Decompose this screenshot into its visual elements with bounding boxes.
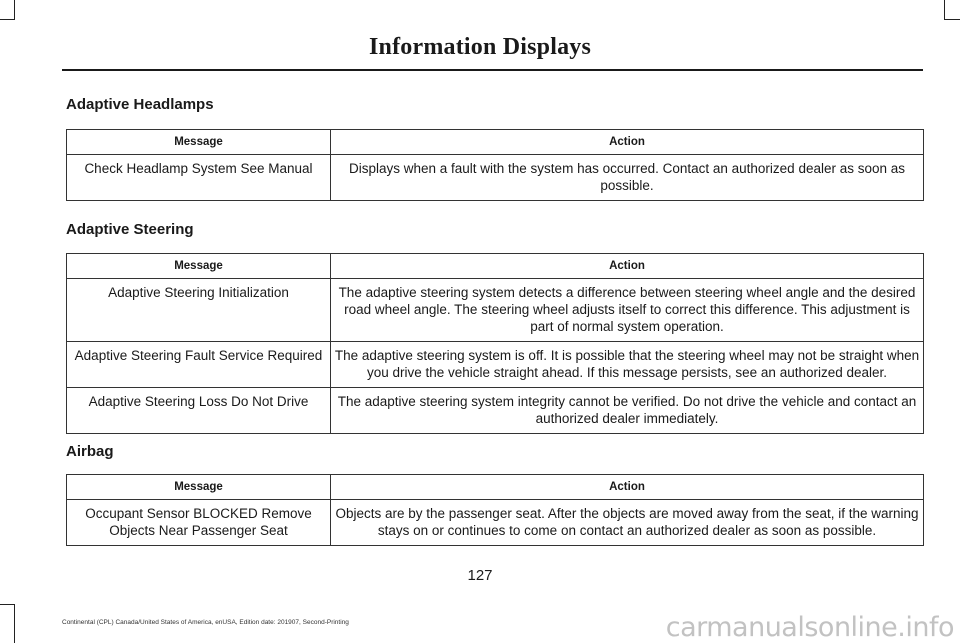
action-cell: Displays when a fault with the system has occurred. Contact an authorized dealer as soon as possible. bbox=[331, 155, 924, 201]
action-cell: The adaptive steering system integrity cannot be verified. Do not drive the vehicle and contact an authorized dealer immediately. bbox=[331, 388, 924, 434]
table-row bbox=[67, 500, 924, 546]
crop-mark bbox=[0, 604, 14, 605]
message-cell: Adaptive Steering Fault Service Required bbox=[67, 342, 331, 388]
action-cell: The adaptive steering system detects a difference between steering wheel angle and the desired road wheel angle. The steering wheel adjusts itself to correct this difference. This adjustment is part of normal system operation. bbox=[331, 279, 924, 342]
section-heading-adaptive-headlamps: Adaptive Headlamps bbox=[66, 96, 214, 113]
crop-mark bbox=[14, 0, 15, 20]
table-row bbox=[67, 388, 924, 434]
column-header-message: Message bbox=[67, 475, 331, 500]
table-airbag bbox=[66, 474, 924, 546]
crop-mark bbox=[944, 0, 945, 20]
section-heading-airbag: Airbag bbox=[66, 443, 114, 460]
message-cell: Adaptive Steering Loss Do Not Drive bbox=[67, 388, 331, 434]
table-row bbox=[67, 342, 924, 388]
watermark: carmanualsonline.info bbox=[665, 612, 954, 643]
page-number: 127 bbox=[467, 567, 493, 584]
crop-mark bbox=[0, 19, 14, 20]
page-title: Information Displays bbox=[368, 34, 592, 60]
table-adaptive-steering bbox=[66, 253, 924, 434]
message-cell: Check Headlamp System See Manual bbox=[67, 155, 331, 201]
message-cell: Adaptive Steering Initialization bbox=[67, 279, 331, 342]
crop-mark bbox=[14, 604, 15, 643]
table-row bbox=[67, 279, 924, 342]
table-row bbox=[67, 155, 924, 201]
section-heading-adaptive-steering: Adaptive Steering bbox=[66, 221, 194, 238]
crop-mark bbox=[945, 19, 960, 20]
message-cell: Occupant Sensor BLOCKED Remove Objects Near Passenger Seat bbox=[67, 500, 331, 546]
column-header-action: Action bbox=[331, 254, 924, 279]
column-header-action: Action bbox=[331, 130, 924, 155]
header-divider bbox=[62, 69, 923, 71]
column-header-message: Message bbox=[67, 254, 331, 279]
edition-footer: Continental (CPL) Canada/United States of America, enUSA, Edition date: 201907, Second-Printing bbox=[62, 619, 349, 626]
column-header-message: Message bbox=[67, 130, 331, 155]
action-cell: The adaptive steering system is off. It is possible that the steering wheel may not be straight when you drive the vehicle straight ahead. If this message persists, see an authorized dealer. bbox=[331, 342, 924, 388]
action-cell: Objects are by the passenger seat. After the objects are moved away from the seat, if the warning stays on or continues to come on contact an authorized dealer as soon as possible. bbox=[331, 500, 924, 546]
column-header-action: Action bbox=[331, 475, 924, 500]
table-adaptive-headlamps bbox=[66, 129, 924, 201]
